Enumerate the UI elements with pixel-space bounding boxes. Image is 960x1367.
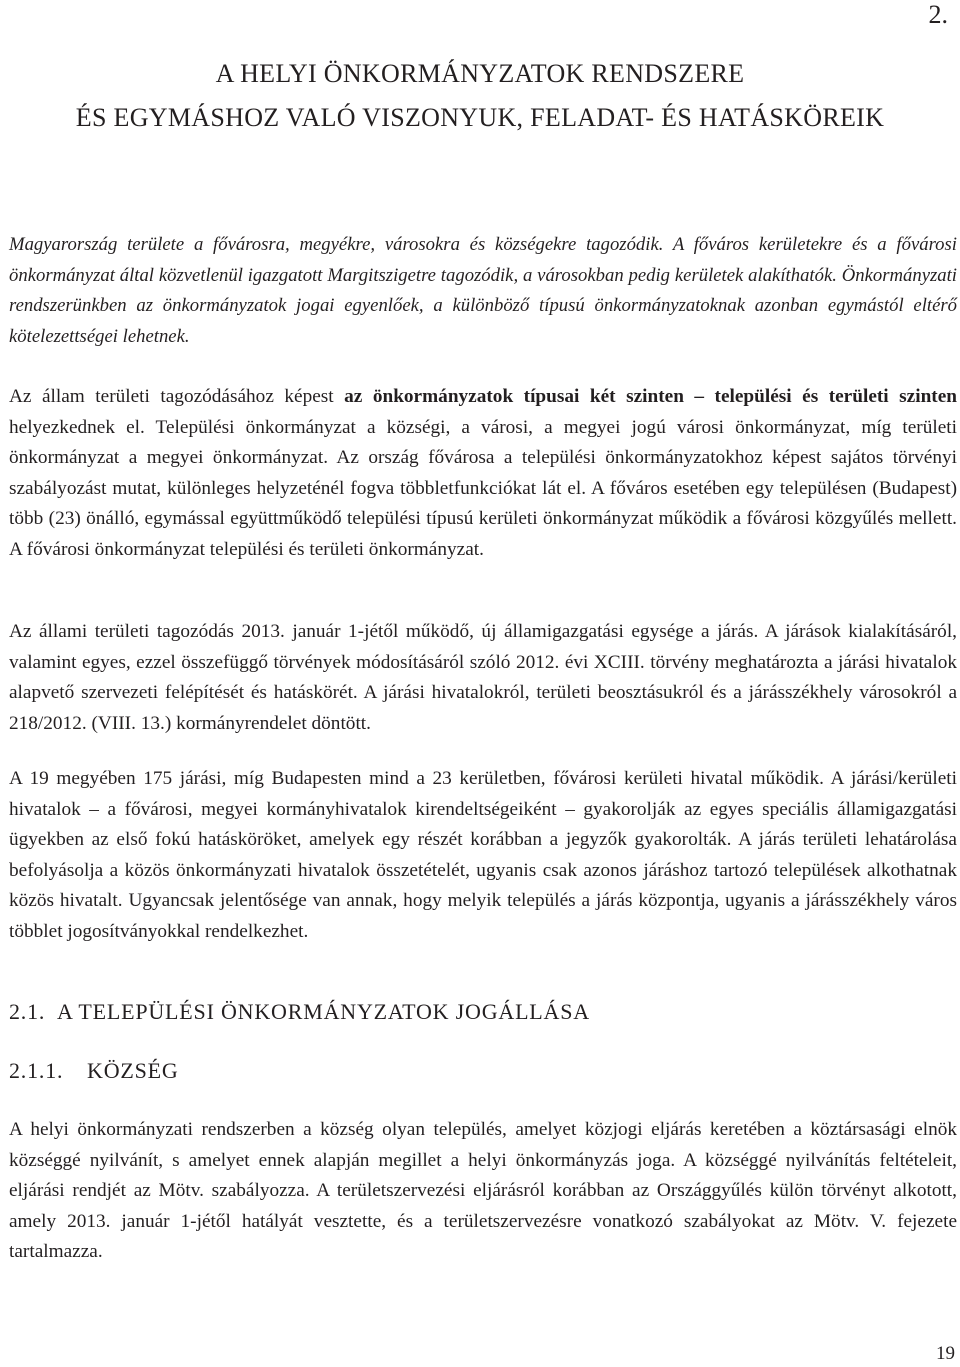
chapter-title-line-2: ÉS EGYMÁSHOZ VALÓ VISZONYUK, FELADAT- ÉS HATÁSKÖREIK bbox=[75, 103, 885, 132]
section-title: A TELEPÜLÉSI ÖNKORMÁNYZATOK JOGÁLLÁSA bbox=[57, 999, 590, 1024]
paragraph-1-lead: Az állam területi tagozódásához képest bbox=[9, 386, 345, 407]
paragraph-1-emphasis: az önkormányzatok típusai két szinten – települési és területi szinten bbox=[344, 386, 957, 407]
intro-paragraph: Magyarország területe a fővárosra, megyékre, városokra és községekre tagozódik. A főváros kerületekre és a fővárosi önkormányzat által közvetlenül igazgatott Margitszigetre tagozódik, a városokban pedig kerületek alakíthatók. Önkormányzati rendszerünkben az önkormányzatok jogai egyenlőek, a különböző típusú önkormányzatoknak azonban egymástól eltérő kötelezettségei lehetnek. bbox=[9, 234, 957, 347]
section-heading-2-1-1 bbox=[9, 1056, 179, 1086]
chapter-title bbox=[0, 52, 960, 140]
subsection-number: 2.1.1. bbox=[9, 1058, 64, 1083]
chapter-number: 2. bbox=[928, 0, 948, 29]
paragraph-1-rest: helyezkednek el. Települési önkormányzat a községi, a városi, a megyei jogú városi önkormányzat, míg területi önkormányzat a megyei önkormányzat. Az ország fővárosa a települési önkormányzatokhoz képest sajátos törvényi szabályozást mutat, különleges helyzeténél fogva többletfunkciókat lát el. A főváros esetében egy településen (Budapest) több (23) önálló, egymással együttműködő települési típusú kerületi önkormányzat működik a fővárosi közgyűlés mellett. A fővárosi önkormányzat települési és területi önkormányzat. bbox=[9, 416, 957, 560]
section-heading-2-1 bbox=[9, 997, 590, 1027]
paragraph-district-offices: A 19 megyében 175 járási, míg Budapesten mind a 23 kerületben, fővárosi kerületi hivatal működik. A járási/kerületi hivatalok – a fővárosi, megyei kormányhivatalok kirendeltségeiként – gyakorolják az egyes speciális államigazgatási ügyekben az első fokú hatásköröket, amelyek egy részét korábban a jegyzők gyakorolták. A járás területi lehatárolása befolyásolja a közös önkormányzati hivatalok összetételét, ugyanis csak azonos járáshoz tartozó települések alkothatnak közös hivatalt. Ugyancsak jelentősége van annak, hogy melyik település a járás központja, ugyanis a járásszékhely város többlet jogosítványokkal rendelkezhet. bbox=[9, 768, 957, 942]
paragraph-village: A helyi önkormányzati rendszerben a község olyan település, amelyet közjogi eljárás keretében a köztársasági elnök községgé nyilvánít, s amelyet ennek alapján megillet a helyi önkormányzás joga. A községgé nyilvánítás feltételeit, eljárási rendjét az Mötv. szabályozza. A területszervezési eljárásról korábban az Országgyűlés külön törvényt alkotott, amely 2013. január 1-jétől hatályát vesztette, és a területszervezésre vonatkozó szabályokat az Mötv. V. fejezete tartalmazza. bbox=[9, 1119, 957, 1263]
page-number: 19 bbox=[936, 1343, 955, 1364]
paragraph-districts: Az állami területi tagozódás 2013. január 1-jétől működő, új államigazgatási egysége a járás. A járások kialakításáról, valamint egyes, ezzel összefüggő törvények módosításáról szóló 2012. évi XCIII. törvény meghatározta a járási hivatalok alapvető szervezeti felépítését és hatáskörét. A járási hivatalokról, területi beosztásukról és a járásszékhely városokról a 218/2012. (VIII. 13.) kormányrendelet döntött. bbox=[9, 621, 957, 734]
paragraph-territorial-levels bbox=[9, 382, 957, 566]
chapter-title-line-1: A HELYI ÖNKORMÁNYZATOK RENDSZERE bbox=[215, 59, 745, 88]
subsection-title: KÖZSÉG bbox=[87, 1058, 179, 1083]
section-number: 2.1. bbox=[9, 999, 46, 1024]
